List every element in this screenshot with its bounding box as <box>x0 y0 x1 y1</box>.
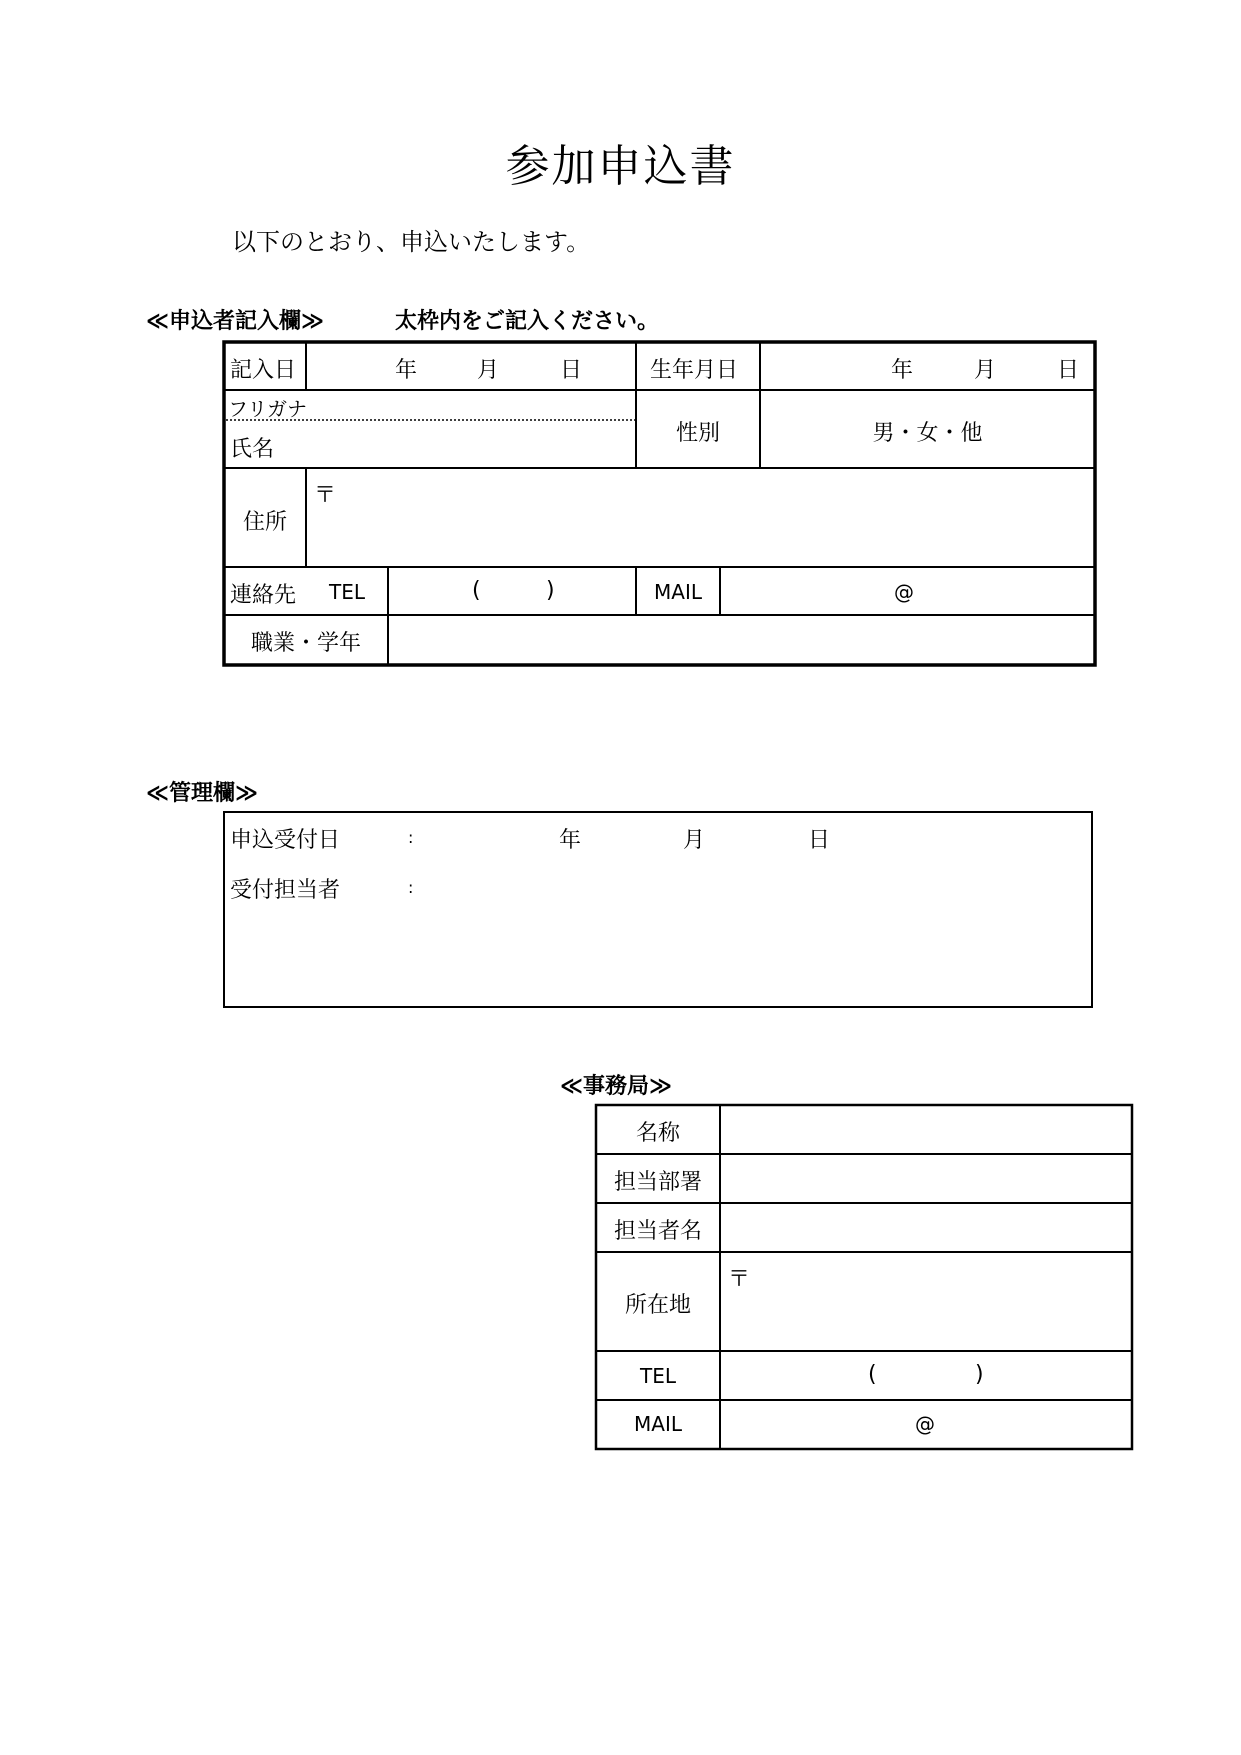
entry-month-unit: 月 <box>477 358 500 383</box>
name-label: 氏名 <box>230 437 275 462</box>
office-person-label: 担当者名 <box>613 1219 702 1244</box>
office-mail-at-mark: @ <box>915 1412 935 1436</box>
admin-section-heading: ≪管理欄≫ <box>146 781 259 806</box>
furigana-label: フリガナ <box>228 397 307 421</box>
office-mail-label: MAIL <box>634 1412 682 1436</box>
birth-month-unit: 月 <box>974 358 997 383</box>
gender-options: 男・女・他 <box>872 421 983 446</box>
birth-year-unit: 年 <box>891 358 914 383</box>
contact-label: 連絡先 <box>230 583 297 608</box>
received-day-unit: 日 <box>808 828 831 853</box>
applicant-section-heading: ≪申込者記入欄≫ <box>146 309 325 334</box>
received-date-label: 申込受付日 <box>230 828 341 853</box>
office-tel-label: TEL <box>640 1364 676 1388</box>
received-colon: : <box>408 828 414 847</box>
tel-label: TEL <box>329 580 365 604</box>
entry-date-label: 記入日 <box>230 358 297 383</box>
office-name-label: 名称 <box>635 1121 680 1146</box>
mail-at-mark: @ <box>894 580 914 604</box>
tel-paren-open: ( <box>472 578 481 603</box>
office-section-heading: ≪事務局≫ <box>560 1074 673 1099</box>
office-tel-paren-close: ) <box>975 1362 984 1387</box>
applicant-section-note: 太枠内をご記入ください。 <box>395 309 660 334</box>
occupation-label: 職業・学年 <box>250 631 361 656</box>
gender-label: 性別 <box>675 421 720 446</box>
page-title: 参加申込書 <box>505 141 736 192</box>
tel-paren-close: ) <box>546 578 555 603</box>
office-location-label: 所在地 <box>624 1293 691 1318</box>
received-month-unit: 月 <box>683 828 706 853</box>
birth-day-unit: 日 <box>1057 358 1080 383</box>
entry-year-unit: 年 <box>395 358 418 383</box>
postal-mark: 〒 <box>314 483 337 508</box>
staff-colon: : <box>408 878 414 897</box>
office-dept-label: 担当部署 <box>613 1170 702 1195</box>
birth-date-label: 生年月日 <box>650 358 739 383</box>
received-year-unit: 年 <box>559 828 582 853</box>
staff-label: 受付担当者 <box>230 878 341 903</box>
office-tel-paren-open: ( <box>868 1362 877 1387</box>
address-label: 住所 <box>242 510 287 535</box>
mail-label: MAIL <box>654 580 702 604</box>
intro-text: 以下のとおり、申込いたします。 <box>232 228 591 256</box>
office-postal-mark: 〒 <box>728 1267 751 1292</box>
entry-day-unit: 日 <box>560 358 583 383</box>
